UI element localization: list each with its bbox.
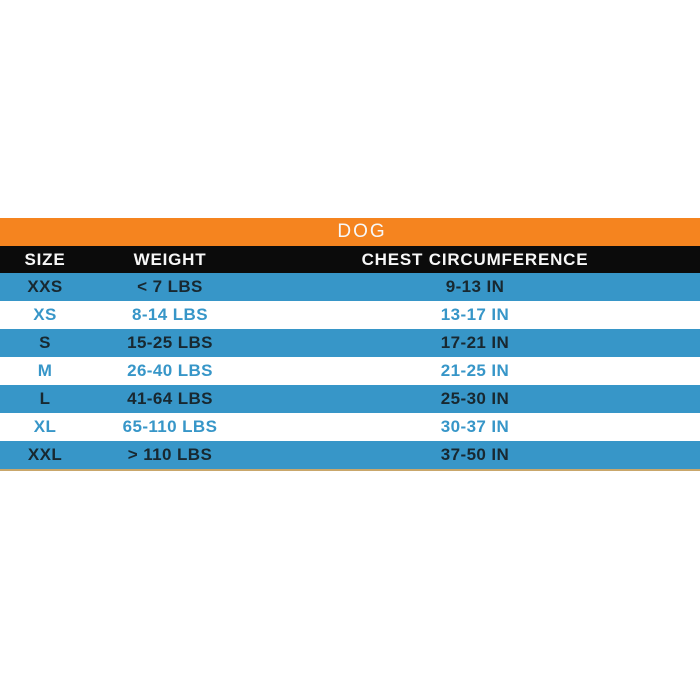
column-header-chest: CHEST CIRCUMFERENCE: [361, 249, 589, 269]
table-row-xxl: [0, 441, 700, 469]
table-row-m: [0, 357, 700, 385]
chest-cell: 37-50 IN: [440, 445, 510, 464]
table-row-l: [0, 385, 700, 413]
weight-cell: 41-64 LBS: [127, 389, 213, 408]
weight-cell: 8-14 LBS: [132, 305, 208, 324]
size-cell: XXS: [27, 277, 63, 296]
size-cell: XXL: [27, 445, 63, 464]
size-cell: XL: [33, 417, 57, 436]
chest-cell: 21-25 IN: [440, 361, 510, 380]
weight-cell: > 110 LBS: [127, 445, 213, 464]
weight-cell: 65-110 LBS: [122, 417, 218, 436]
table-row-xs: [0, 301, 700, 329]
size-cell: L: [39, 389, 51, 408]
table-row-xl: [0, 413, 700, 441]
table-row-xxs: [0, 273, 700, 301]
table-header-row: [0, 246, 700, 273]
chest-cell: 13-17 IN: [440, 305, 510, 324]
chest-cell: 25-30 IN: [440, 389, 510, 408]
size-cell: XS: [33, 305, 57, 324]
column-header-size: SIZE: [24, 249, 66, 269]
size-cell: S: [39, 333, 51, 352]
weight-cell: < 7 LBS: [137, 277, 203, 296]
dog-size-chart: [0, 218, 700, 471]
table-row-s: [0, 329, 700, 357]
chest-cell: 17-21 IN: [440, 333, 510, 352]
bottom-accent-line: [0, 469, 700, 471]
chest-cell: 9-13 IN: [445, 277, 505, 296]
weight-cell: 26-40 LBS: [127, 361, 213, 380]
chart-title-bar: [0, 218, 700, 246]
chest-cell: 30-37 IN: [440, 417, 510, 436]
chart-title: DOG: [337, 221, 387, 242]
column-header-weight: WEIGHT: [133, 249, 207, 269]
weight-cell: 15-25 LBS: [127, 333, 213, 352]
size-cell: M: [37, 361, 53, 380]
